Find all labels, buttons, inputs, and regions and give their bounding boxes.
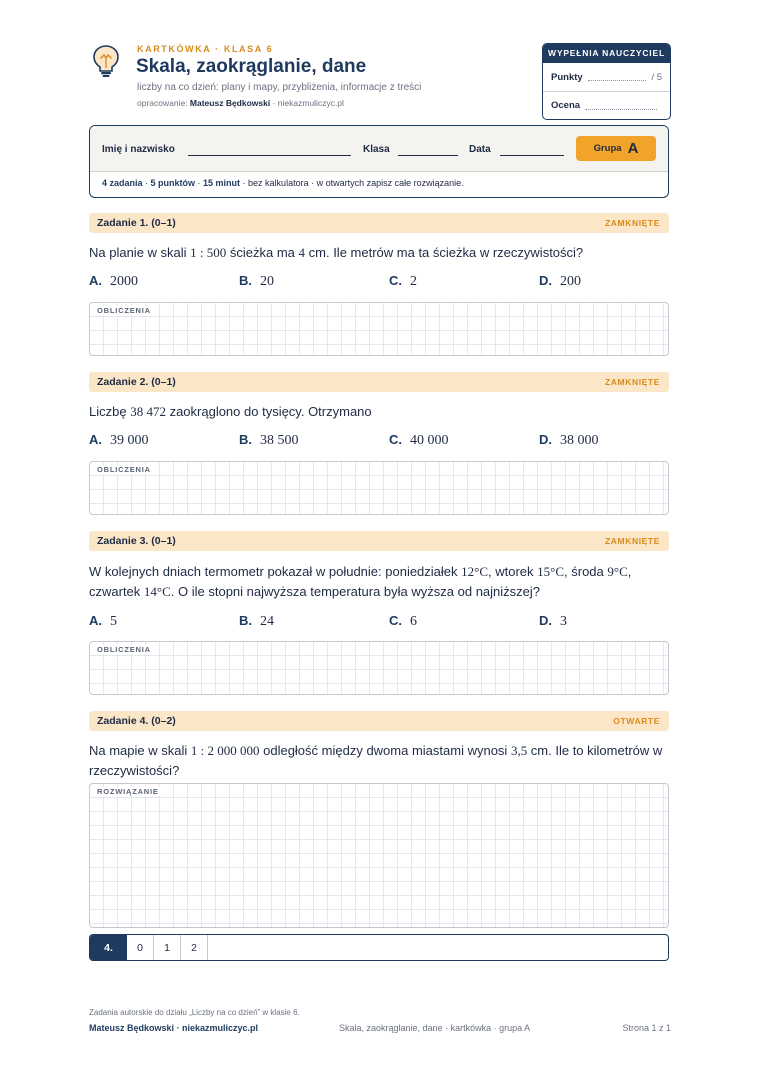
page-subtitle: liczby na co dzień: plany i mapy, przybliżenia, informacje z treści	[137, 82, 422, 93]
info-rest: · bez kalkulatora · w otwartych zapisz całe rozwiązanie.	[240, 178, 464, 188]
score-option-2[interactable]: 2	[181, 935, 208, 960]
task-1-math: 4	[298, 245, 306, 260]
answer-letter: D.	[539, 273, 552, 288]
task-1-type: ZAMKNIĘTE	[605, 218, 660, 228]
answer-letter: A.	[89, 273, 102, 288]
task-3-answer-b[interactable]	[239, 613, 274, 630]
footer-note: Zadania autorskie do działu „Liczby na co dzień” w klasie 6.	[89, 1008, 300, 1017]
task-3-text-part: , czwartek	[89, 564, 632, 599]
answer-value: 6	[410, 614, 417, 629]
answer-value: 5	[110, 614, 117, 629]
task-1-answer-c[interactable]	[389, 273, 417, 290]
group-badge	[576, 136, 656, 161]
score-option-0[interactable]: 0	[127, 935, 154, 960]
task-4-math: 3,5	[510, 743, 528, 758]
answer-letter: A.	[89, 613, 102, 628]
group-letter: A	[627, 140, 639, 157]
answer-value: 38 000	[560, 433, 599, 448]
page-title: Skala, zaokrąglanie, dane	[136, 56, 367, 77]
task-1-text-part: Na planie w skali	[89, 245, 191, 260]
task-3-work-area[interactable]	[89, 641, 669, 695]
task-1-answer-b[interactable]	[239, 273, 274, 290]
task-2-answer-a[interactable]	[89, 432, 149, 449]
task-2-math: 38 472	[130, 404, 166, 419]
task-4-text-part: Na mapie w skali	[89, 743, 191, 758]
task-4-text-part: cm. Ile to kilometrów w rzeczywistości?	[89, 743, 663, 778]
answer-value: 38 500	[260, 433, 299, 448]
name-label: Imię i nazwisko	[102, 144, 175, 155]
teacher-box	[542, 43, 671, 120]
test-info: 4 zadania · 5 punktów · 15 minut · bez kalkulatora · w otwartych zapisz całe rozwiązanie.	[102, 178, 464, 188]
footer-author: Mateusz Będkowski · niekazmuliczyc.pl	[89, 1023, 259, 1033]
task-2-answers	[89, 432, 689, 452]
task-4-text-part: odległość między dwoma miastami wynosi	[259, 743, 511, 758]
task-4-score-row	[89, 934, 669, 961]
task-3-text-part: W kolejnych dniach termometr pokazał w południe: poniedziałek	[89, 564, 462, 579]
points-label: Punkty	[551, 71, 583, 83]
task-1-text-part: cm. Ile metrów ma ta ścieżka w rzeczywistości?	[305, 245, 584, 260]
answer-letter: B.	[239, 432, 252, 447]
class-label: Klasa	[363, 144, 390, 155]
answer-value: 2000	[110, 274, 138, 289]
task-4-title: Zadanie 4. (0–2)	[97, 715, 176, 727]
task-1-answers	[89, 273, 689, 293]
task-2-text-part: zaokrąglono do tysięcy. Otrzymano	[165, 404, 372, 419]
author-line	[137, 98, 344, 108]
task-3-header	[89, 531, 669, 551]
answer-letter: D.	[539, 613, 552, 628]
task-4-text	[89, 741, 669, 781]
answer-letter: B.	[239, 273, 252, 288]
task-2-text-part: Liczbę	[89, 404, 131, 419]
task-3-answer-d[interactable]	[539, 613, 567, 630]
task-3-answer-c[interactable]	[389, 613, 417, 630]
task-3-text-part: , wtorek	[488, 564, 538, 579]
author-site: · niekazmuliczyc.pl	[270, 98, 344, 108]
task-2-answer-c[interactable]	[389, 432, 449, 449]
grade-field[interactable]	[585, 102, 657, 110]
student-info-box	[89, 125, 669, 198]
task-3-math: 12°C	[461, 564, 489, 579]
task-1-work-area[interactable]	[89, 302, 669, 356]
task-3-title: Zadanie 3. (0–1)	[97, 535, 176, 547]
student-fields	[90, 126, 668, 172]
footer-page-number: Strona 1 z 1	[622, 1023, 671, 1033]
author-prefix: opracowanie:	[137, 98, 190, 108]
answer-value: 24	[260, 614, 274, 629]
info-time: 15 minut	[203, 178, 241, 188]
answer-value: 200	[560, 274, 581, 289]
answer-letter: A.	[89, 432, 102, 447]
info-points: 5 punktów	[150, 178, 196, 188]
answer-letter: C.	[389, 432, 402, 447]
task-1-math: 1 : 500	[190, 245, 227, 260]
answer-letter: C.	[389, 273, 402, 288]
points-field[interactable]	[588, 73, 647, 81]
task-3-type: ZAMKNIĘTE	[605, 536, 660, 546]
answer-value: 40 000	[410, 433, 449, 448]
group-label: Grupa	[593, 143, 622, 154]
task-1-answer-a[interactable]	[89, 273, 138, 290]
task-1-title: Zadanie 1. (0–1)	[97, 217, 176, 229]
answer-letter: B.	[239, 613, 252, 628]
work-area-label: OBLICZENIA	[97, 645, 151, 654]
date-field[interactable]	[500, 155, 564, 156]
task-3-math: 9°C	[607, 564, 628, 579]
points-max: / 5	[651, 71, 662, 83]
task-1-text	[89, 243, 669, 263]
task-3-text-part: . O ile stopni najwyższa temperatura była wyższa od najniższej?	[170, 584, 541, 599]
task-2-header	[89, 372, 669, 392]
task-2-answer-b[interactable]	[239, 432, 299, 449]
footer-center: Skala, zaokrąglanie, dane · kartkówka · grupa A	[339, 1023, 531, 1033]
task-4-type: OTWARTE	[613, 716, 660, 726]
task-1-text-part: ścieżka ma	[226, 245, 299, 260]
task-2-text	[89, 402, 669, 422]
task-4-math: 1 : 2 000 000	[190, 743, 260, 758]
score-option-1[interactable]: 1	[154, 935, 181, 960]
answer-letter: D.	[539, 432, 552, 447]
answer-value: 39 000	[110, 433, 149, 448]
work-area-label: OBLICZENIA	[97, 306, 151, 315]
author-name: Mateusz Będkowski	[189, 98, 271, 108]
task-3-text-part: , środa	[564, 564, 608, 579]
task-3-answer-a[interactable]	[89, 613, 117, 630]
grade-row[interactable]	[543, 91, 670, 119]
task-3-math: 14°C	[143, 584, 171, 599]
task-4-work-area[interactable]	[89, 783, 669, 928]
task-2-answer-d[interactable]	[539, 432, 599, 449]
task-3-answers	[89, 613, 689, 633]
score-task-number: 4.	[90, 935, 127, 960]
answer-value: 2	[410, 274, 417, 289]
teacher-box-heading: WYPEŁNIA NAUCZYCIEL	[543, 44, 670, 63]
work-area-label: ROZWIĄZANIE	[97, 787, 159, 796]
date-label: Data	[469, 144, 491, 155]
task-3-text	[89, 562, 669, 602]
task-1-header	[89, 213, 669, 233]
answer-letter: C.	[389, 613, 402, 628]
lightbulb-icon	[91, 44, 121, 78]
name-field[interactable]	[188, 155, 351, 156]
task-4-header	[89, 711, 669, 731]
answer-value: 3	[560, 614, 567, 629]
class-field[interactable]	[398, 155, 458, 156]
answer-value: 20	[260, 274, 274, 289]
task-3-math: 15°C	[537, 564, 565, 579]
task-2-type: ZAMKNIĘTE	[605, 377, 660, 387]
grade-label: Ocena	[551, 100, 581, 111]
worksheet-eyebrow: KARTKÓWKA · KLASA 6	[137, 44, 274, 54]
points-row[interactable]	[543, 63, 670, 91]
work-area-label: OBLICZENIA	[97, 465, 151, 474]
task-2-work-area[interactable]	[89, 461, 669, 515]
task-2-title: Zadanie 2. (0–1)	[97, 376, 176, 388]
info-tasks: 4 zadania	[102, 178, 143, 188]
task-1-answer-d[interactable]	[539, 273, 581, 290]
